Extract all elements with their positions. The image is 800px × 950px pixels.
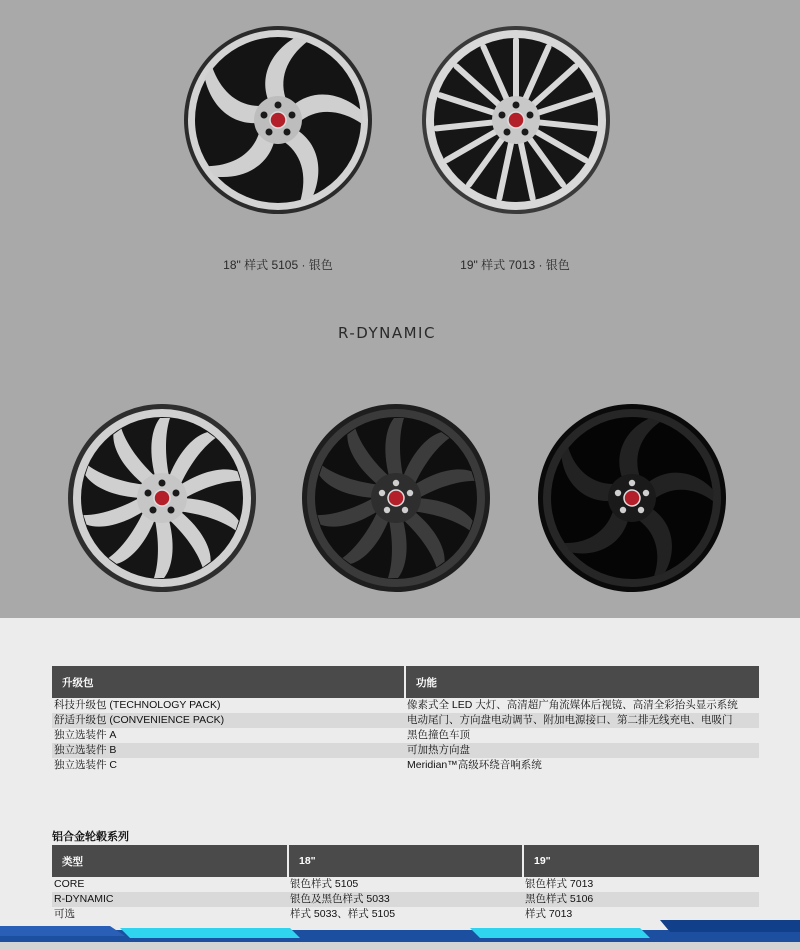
packs-header-pack: 升级包: [52, 666, 405, 698]
table-row: [52, 713, 759, 728]
wheel-18-caption: 18" 样式 5105 · 银色: [223, 258, 333, 272]
table-cell: 舒适升级包 (CONVENIENCE PACK): [52, 713, 405, 728]
table-cell: 独立选装件 C: [54, 759, 117, 771]
table-cell: 黑色样式 5106: [523, 892, 759, 907]
footer-decoration: [0, 912, 800, 950]
packs-header-features: 功能: [405, 666, 759, 698]
table-cell: CORE: [54, 878, 85, 890]
wheel-rdynamic-gloss-black-image: [536, 402, 728, 594]
table-cell: Meridian™高级环绕音响系统: [407, 759, 542, 771]
table-cell: 电动尾门、方向盘电动调节、附加电源接口、第二排无线充电、电吸门: [405, 713, 759, 728]
table-row: [52, 743, 759, 758]
table-cell: 银色及黑色样式 5033: [288, 892, 523, 907]
table-cell: R-DYNAMIC: [52, 892, 288, 907]
wheel-19-7013-image: [420, 24, 612, 216]
table-cell: 可选: [54, 908, 75, 920]
wheel-18-5105-image: [182, 24, 374, 216]
wheel-rdynamic-silver-black-image: [66, 402, 258, 594]
wheel-rdynamic-dark-grey-image: [300, 402, 492, 594]
table-cell: 样式 5033、样式 5105: [290, 908, 396, 920]
alloy-header-18: 18": [288, 845, 523, 877]
table-cell: 黑色撞色车顶: [407, 729, 470, 741]
r-dynamic-heading: R-DYNAMIC: [338, 324, 436, 342]
table-cell: 银色样式 5105: [290, 878, 359, 890]
table-cell: 独立选装件 A: [54, 729, 117, 741]
alloy-header-19: 19": [523, 845, 759, 877]
table-row: [52, 698, 759, 713]
table-row: [52, 877, 759, 892]
table-row: [52, 728, 759, 743]
table-cell: 像素式全 LED 大灯、高清超广角流媒体后视镜、高清全彩抬头显示系统: [407, 699, 738, 711]
table-row: [52, 892, 759, 907]
table-cell: 银色样式 7013: [525, 878, 594, 890]
alloy-wheels-title: 铝合金轮毂系列: [52, 831, 129, 843]
table-cell: 可加热方向盘: [405, 743, 759, 758]
table-cell: 独立选装件 B: [52, 743, 405, 758]
table-cell: 样式 7013: [525, 908, 573, 920]
table-row: [52, 758, 759, 773]
upgrade-packs-table: [52, 666, 759, 773]
alloy-wheels-table: [52, 845, 759, 922]
alloy-header-type: 类型: [52, 845, 288, 877]
wheel-19-caption: 19" 样式 7013 · 银色: [460, 258, 570, 272]
table-cell: 科技升级包 (TECHNOLOGY PACK): [54, 699, 221, 711]
